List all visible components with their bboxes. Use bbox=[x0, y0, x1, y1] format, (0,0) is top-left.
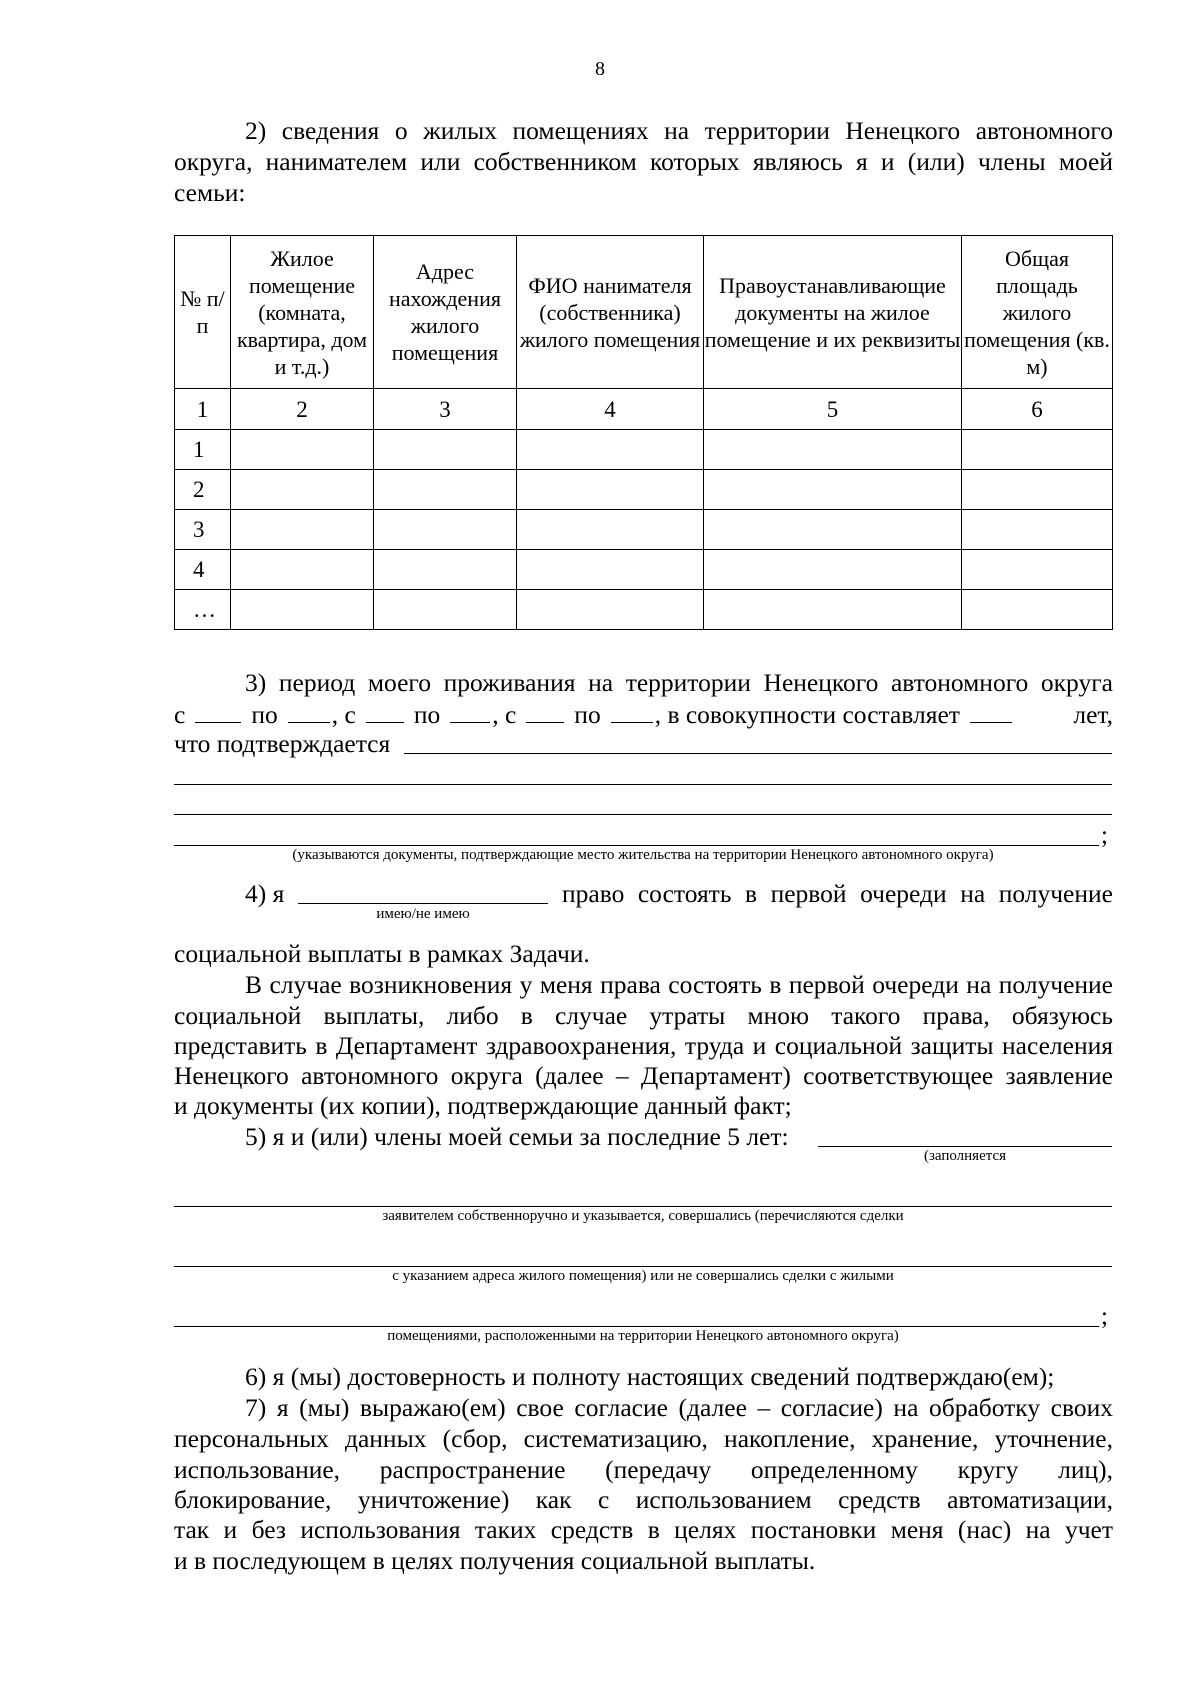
table-cell[interactable] bbox=[704, 470, 962, 510]
section5-caption4: помещениями, расположенными на территории Ненецкого автономного округа) bbox=[387, 1328, 899, 1344]
section4-line2: социальной выплаты в рамках Задачи. bbox=[174, 939, 590, 968]
header-number: № п/п bbox=[175, 236, 231, 389]
table-row bbox=[175, 550, 1113, 590]
table-cell[interactable] bbox=[962, 470, 1113, 510]
section2-line1: 2) сведения о жилых помещениях на территории Ненецкого автономного bbox=[245, 116, 1113, 145]
section4-right-field[interactable] bbox=[298, 903, 548, 904]
section6-line1: 6) я (мы) достоверность и полноту настоящих сведений подтверждаю(ем); bbox=[245, 1362, 1055, 1391]
column-number: 4 bbox=[517, 389, 704, 430]
case-paragraph-line4: Ненецкого автономного округа (далее – Департамент) соответствующее заявление bbox=[174, 1061, 1113, 1090]
section7-line5: так и без использования таких средств в целях постановки меня (нас) на учет bbox=[174, 1515, 1113, 1544]
table-cell[interactable] bbox=[231, 550, 374, 590]
column-number: 5 bbox=[704, 389, 962, 430]
period-to-field-1[interactable] bbox=[288, 698, 330, 723]
row-number: 1 bbox=[175, 430, 231, 470]
period-from-label: с bbox=[174, 700, 186, 729]
table-cell[interactable] bbox=[962, 430, 1113, 470]
period-years-field[interactable] bbox=[970, 698, 1012, 723]
section3-line1: 3) период моего проживания на территории Ненецкого автономного округа bbox=[245, 668, 1113, 697]
section7-line4: блокирование, уничтожение) как с использованием средств автоматизации, bbox=[174, 1485, 1113, 1514]
period-to-label: по bbox=[251, 700, 278, 729]
section5-field-2[interactable] bbox=[174, 1206, 1112, 1207]
section7-line2: персональных данных (сбор, систематизацию, накопление, хранение, уточнение, bbox=[174, 1424, 1113, 1453]
row-number: 4 bbox=[175, 550, 231, 590]
confirmation-field-3[interactable] bbox=[174, 814, 1112, 815]
period-from-field-2[interactable] bbox=[366, 698, 404, 723]
section7-line6: и в последующем в целях получения социальной выплаты. bbox=[174, 1546, 816, 1575]
table-header-row bbox=[175, 236, 1113, 389]
table-cell[interactable] bbox=[962, 590, 1113, 630]
table-cell[interactable] bbox=[374, 510, 517, 550]
table-cell[interactable] bbox=[231, 510, 374, 550]
section5-field-3[interactable] bbox=[174, 1266, 1112, 1267]
housing-table bbox=[174, 235, 1113, 630]
section4-right-text: право состоять в первой очереди на получение bbox=[562, 879, 1113, 908]
table-cell[interactable] bbox=[374, 550, 517, 590]
row-number: 3 bbox=[175, 510, 231, 550]
section5-semicolon: ; bbox=[1101, 1303, 1108, 1330]
column-number: 1 bbox=[175, 389, 231, 430]
column-number: 6 bbox=[962, 389, 1113, 430]
period-total-label: , в совокупности составляет bbox=[654, 700, 960, 729]
header-owner-name: ФИО нанимателя (собственника) жилого помещения bbox=[517, 236, 704, 389]
section2-line3: семьи: bbox=[174, 178, 246, 207]
period-to-field-3[interactable] bbox=[611, 698, 653, 723]
table-cell[interactable] bbox=[704, 510, 962, 550]
case-paragraph-line1: В случае возникновения у меня права состоять в первой очереди на получение bbox=[245, 970, 1113, 999]
period-from-field-3[interactable] bbox=[526, 698, 564, 723]
table-cell[interactable] bbox=[517, 430, 704, 470]
table-cell[interactable] bbox=[231, 430, 374, 470]
table-cell[interactable] bbox=[231, 470, 374, 510]
table-row bbox=[175, 590, 1113, 630]
table-cell[interactable] bbox=[231, 590, 374, 630]
table-cell[interactable] bbox=[374, 590, 517, 630]
table-cell[interactable] bbox=[517, 590, 704, 630]
period-to-label-2: по bbox=[413, 700, 441, 729]
section2-line2: округа, нанимателем или собственником которых являюсь я и (или) члены моей bbox=[174, 147, 1113, 176]
table-cell[interactable] bbox=[704, 590, 962, 630]
section3-semicolon: ; bbox=[1101, 822, 1108, 849]
section3-period-line bbox=[174, 698, 1113, 730]
header-dwelling-type: Жилое помещение (комната, квартира, дом и т.д.) bbox=[231, 236, 374, 389]
section3-confirmed-label: что подтверждается bbox=[174, 729, 391, 758]
table-cell[interactable] bbox=[962, 510, 1113, 550]
table-row bbox=[175, 510, 1113, 550]
table-cell[interactable] bbox=[517, 470, 704, 510]
confirmation-field-2[interactable] bbox=[174, 784, 1112, 785]
section7-line1: 7) я (мы) выражаю(ем) свое согласие (далее – согласие) на обработку своих bbox=[245, 1393, 1113, 1422]
section5-caption2: заявителем собственноручно и указывается, совершались (перечисляются сделки bbox=[382, 1208, 904, 1224]
section4-ya: 4) я bbox=[245, 879, 285, 908]
section3-caption: (указываются документы, подтверждающие место жительства на территории Ненецкого автономного округа) bbox=[292, 847, 994, 863]
section4-caption: имею/не имею bbox=[376, 906, 470, 922]
case-paragraph-line3: представить в Департамент здравоохранения, труда и социальной защиты населения bbox=[174, 1031, 1113, 1060]
period-from-field-1[interactable] bbox=[195, 698, 241, 723]
column-number: 2 bbox=[231, 389, 374, 430]
case-paragraph-line2: социальной выплаты, либо в случае утраты мною такого права, обязуюсь bbox=[174, 1001, 1113, 1030]
table-cell[interactable] bbox=[704, 430, 962, 470]
table-row bbox=[175, 470, 1113, 510]
row-number: … bbox=[175, 590, 231, 630]
section7-line3: использование, распространение (передачу определенному кругу лиц), bbox=[174, 1455, 1113, 1484]
confirmation-field-4[interactable] bbox=[174, 845, 1099, 846]
table-cell[interactable] bbox=[374, 430, 517, 470]
column-number: 3 bbox=[374, 389, 517, 430]
confirmation-field-1[interactable] bbox=[404, 753, 1112, 754]
table-cell[interactable] bbox=[962, 550, 1113, 590]
period-to-field-2[interactable] bbox=[450, 698, 490, 723]
section5-caption3: с указанием адреса жилого помещения) или не совершались сделки с жилыми bbox=[392, 1268, 894, 1284]
section5-field-4[interactable] bbox=[174, 1326, 1099, 1327]
period-from-label-3: , с bbox=[492, 700, 517, 729]
table-cell[interactable] bbox=[517, 550, 704, 590]
table-row bbox=[175, 430, 1113, 470]
period-to-label-3: по bbox=[574, 700, 601, 729]
table-cell[interactable] bbox=[374, 470, 517, 510]
section5-caption1: (заполняется bbox=[923, 1148, 1007, 1164]
table-cell[interactable] bbox=[517, 510, 704, 550]
table-cell[interactable] bbox=[704, 550, 962, 590]
header-title-documents: Правоустанавливающие документы на жилое помещение и их реквизиты bbox=[704, 236, 962, 389]
header-total-area: Общая площадь жилого помещения (кв. м) bbox=[962, 236, 1113, 389]
row-number: 2 bbox=[175, 470, 231, 510]
case-paragraph-line5: и документы (их копии), подтверждающие данный факт; bbox=[174, 1091, 792, 1120]
header-address: Адрес нахождения жилого помещения bbox=[374, 236, 517, 389]
page-number: 8 bbox=[595, 58, 605, 80]
section5-field-1[interactable] bbox=[818, 1146, 1112, 1147]
period-from-label-2: , с bbox=[331, 700, 356, 729]
period-years-label: лет, bbox=[1073, 700, 1113, 729]
section5-line1: 5) я и (или) члены моей семьи за последние 5 лет: bbox=[245, 1122, 789, 1151]
column-numbers-row bbox=[175, 389, 1113, 430]
